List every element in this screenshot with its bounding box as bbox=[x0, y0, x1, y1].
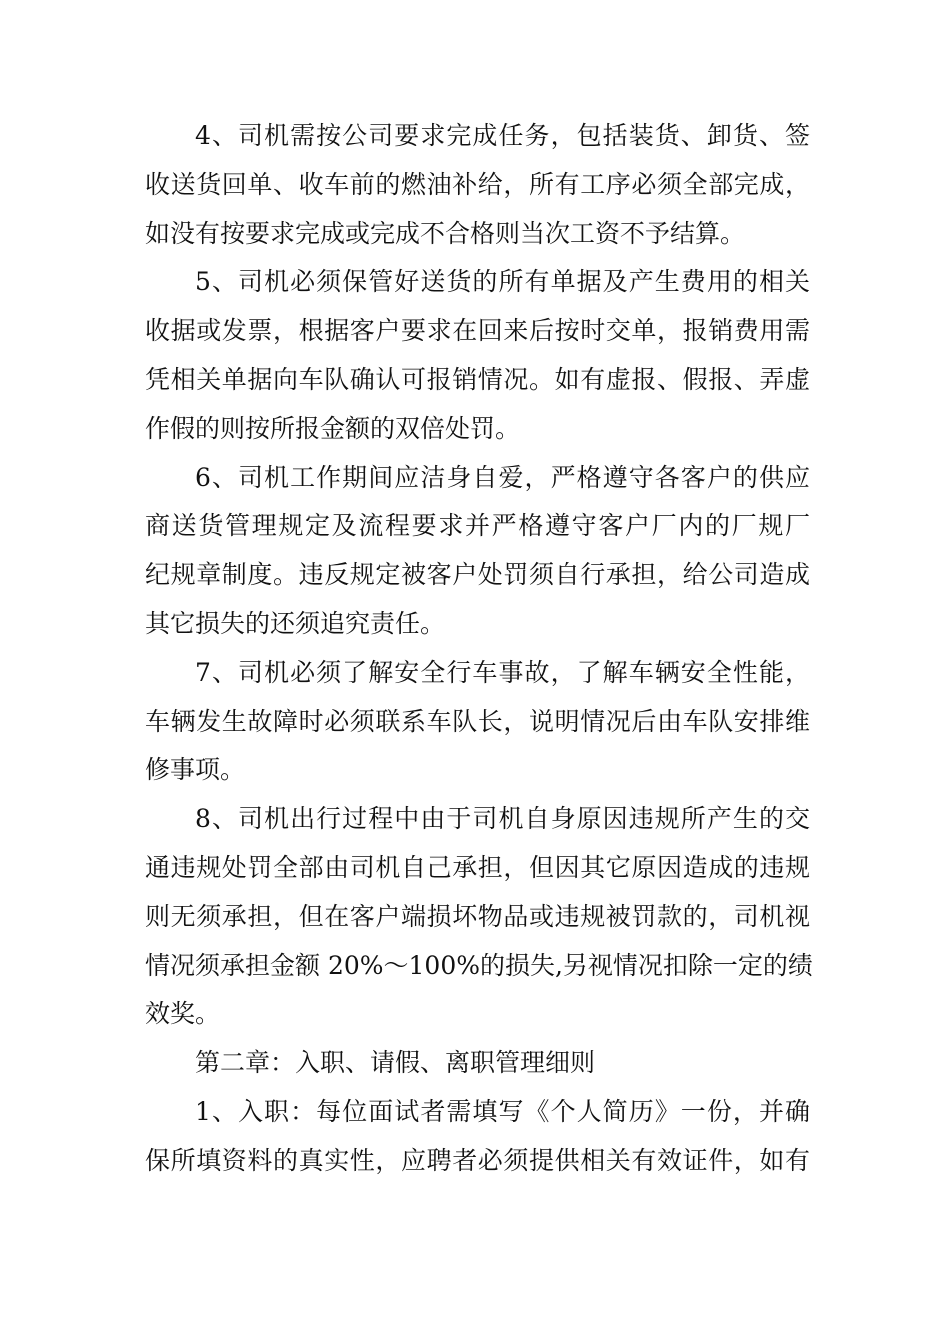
paragraph-4-line-3: 如没有按要求完成或完成不合格则当次工资不予结算。 bbox=[145, 218, 746, 248]
chapter-heading: 第二章：入职、请假、离职管理细则 bbox=[195, 1048, 596, 1078]
document-body bbox=[145, 112, 813, 1186]
paragraph-8-line-5: 效奖。 bbox=[145, 999, 221, 1029]
paragraph-6-line-4: 其它损失的还须追究责任。 bbox=[145, 608, 446, 638]
paragraph-onboarding-line-1: 1、入职：每位面试者需填写《个人简历》一份，并确 bbox=[195, 1096, 810, 1126]
paragraph-8-line-4: 情况须承担金额 20%～100%的损失,另视情况扣除一定的绩 bbox=[145, 950, 813, 980]
paragraph-5-line-4: 作假的则按所报金额的双倍处罚。 bbox=[145, 413, 521, 443]
paragraph-8-line-2: 通违规处罚全部由司机自己承担，但因其它原因造成的违规 bbox=[145, 852, 810, 882]
paragraph-5-line-3: 凭相关单据向车队确认可报销情况。如有虚报、假报、弄虚 bbox=[145, 364, 810, 394]
paragraph-7-line-2: 车辆发生故障时必须联系车队长，说明情况后由车队安排维 bbox=[145, 706, 810, 736]
paragraph-onboarding-line-2: 保所填资料的真实性，应聘者必须提供相关有效证件，如有 bbox=[145, 1145, 810, 1175]
paragraph-5-line-2: 收据或发票，根据客户要求在回来后按时交单，报销费用需 bbox=[145, 316, 810, 346]
paragraph-8-line-1: 8、司机出行过程中由于司机自身原因违规所产生的交 bbox=[195, 804, 810, 834]
paragraph-7-line-1: 7、司机必须了解安全行车事故，了解车辆安全性能， bbox=[195, 657, 810, 687]
paragraph-6-line-3: 纪规章制度。违反规定被客户处罚须自行承担，给公司造成 bbox=[145, 560, 810, 590]
paragraph-7-line-3: 修事项。 bbox=[145, 755, 246, 785]
paragraph-4-line-2: 收送货回单、收车前的燃油补给，所有工序必须全部完成， bbox=[145, 169, 810, 199]
paragraph-4-line-1: 4、司机需按公司要求完成任务，包括装货、卸货、签 bbox=[195, 121, 810, 150]
paragraph-6-line-1: 6、司机工作期间应洁身自爱，严格遵守各客户的供应 bbox=[195, 462, 810, 492]
paragraph-6-line-2: 商送货管理规定及流程要求并严格遵守客户厂内的厂规厂 bbox=[145, 511, 810, 541]
paragraph-8-line-3: 则无须承担，但在客户端损坏物品或违规被罚款的，司机视 bbox=[145, 901, 810, 931]
paragraph-5-line-1: 5、司机必须保管好送货的所有单据及产生费用的相关 bbox=[195, 267, 810, 297]
